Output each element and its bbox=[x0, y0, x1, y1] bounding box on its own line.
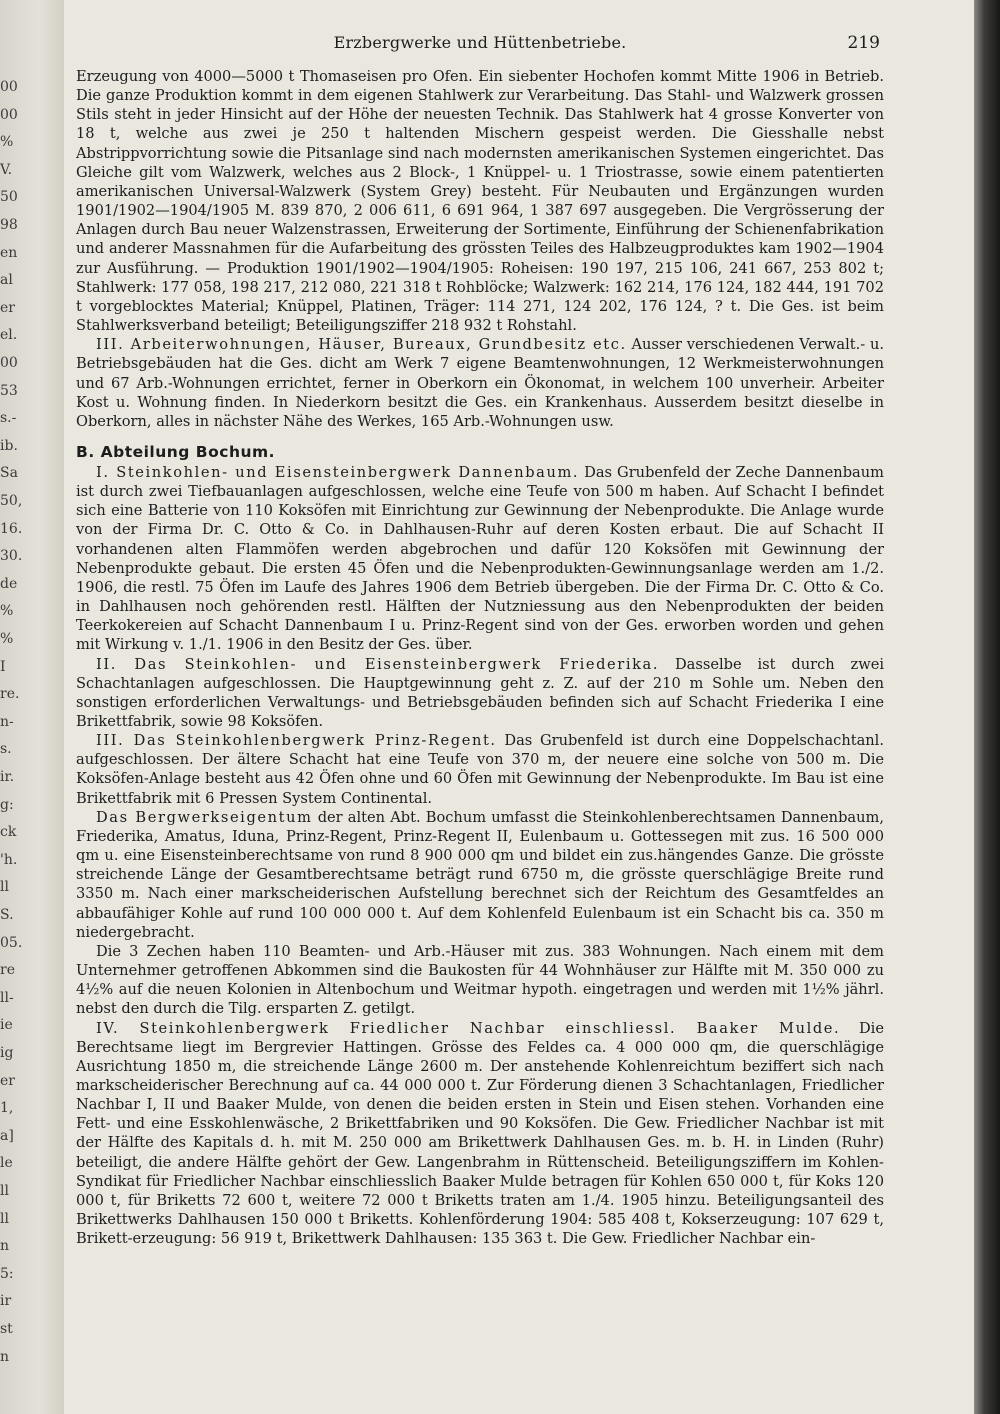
margin-fragment: le bbox=[0, 1155, 13, 1172]
paragraph-body: Ausser verschiedenen Verwalt.- u. Betriebsgebäuden hat die Ges. dicht am Werk 7 eigene Beamtenwohnungen, 12 Werkmeisterwohnungen und 67 Arb.-Wohnungen errichtet, ferner in Oberkorn ein Ökonomat, in welchem 100 unverheir. Arbeiter Kost u. Wohnung finden. In Niederkorn besitzt die Ges. ein Krankenhaus. Ausserdem besitzt dieselbe in Oberkorn, alles in nächster Nähe des Werkes, 165 Arb.-Wohnungen usw. bbox=[76, 336, 884, 430]
paragraph-dannenbaum bbox=[76, 463, 884, 655]
margin-fragment: en bbox=[0, 244, 18, 261]
margin-fragment: er bbox=[0, 1072, 15, 1089]
paragraph-zechen-wohnungen: Die 3 Zechen haben 110 Beamten- und Arb.-Häuser mit zus. 383 Wohnungen. Nach einem mit dem Unternehmer getroffenen Abkommen sind die Baukosten für 44 Wohnhäuser zur Hälfte mit M. 350 000 zu 4½% auf die neuen Kolonien in Altenbochum und Weitmar hypoth. eingetragen und werden mit 1½% jährl. nebst den durch die Tilg. ersparten Z. getilgt. bbox=[76, 942, 884, 1018]
paragraph-lead: I. Steinkohlen- und Eisensteinbergwerk Dannenbaum. bbox=[96, 463, 580, 481]
margin-fragment: 00 bbox=[0, 79, 18, 95]
margin-fragment: 30. bbox=[0, 548, 23, 565]
margin-fragment: V. bbox=[0, 161, 13, 178]
paragraph-body: Das Grubenfeld ist durch eine Doppelschachtanl. aufgeschlossen. Der ältere Schacht hat eine Teufe von 370 m, der neuere eine solche von 500 m. Die Koksöfen-Anlage besteht aus 42 Öfen ohne und 60 Öfen mit Gewinnung der Nebenprodukte. Im Bau ist eine Brikettfabrik mit 6 Pressen System Continental. bbox=[76, 732, 884, 807]
margin-fragment: ck bbox=[0, 824, 17, 841]
paragraph-body: der alten Abt. Bochum umfasst die Steinkohlenberechtsamen Dannenbaum, Friederika, Amatus, Iduna, Prinz-Regent, Prinz-Regent II, Eulenbaum u. Gottessegen mit zus. 16 500 000 qm u. eine Eisensteinberechtsame von rund 8 900 000 qm und bildet ein zus.hängendes Ganze. Die grösste streichende Länge der Gesamtberechtsame beträgt rund 6750 m, die grösste querschlägige Breite rund 3350 m. Nach einer markscheiderischen Aufstellung berechnet sich der Reichtum des Gesamtfeldes an abbaufähiger Kohle auf rund 100 000 000 t. Auf dem Kohlenfeld Eulenbaum ist ein Schacht bis ca. 350 m niedergebracht. bbox=[76, 808, 884, 941]
right-margin-shadow bbox=[974, 0, 1000, 1414]
paragraph-body: Die Berechtsame liegt im Bergrevier Hattingen. Grösse des Feldes ca. 4 000 000 qm, die querschlägige Ausrichtung 1850 m, die streichende Länge 2600 m. Der anstehende Kohlenreichtum beziffert sich nach markscheiderischer Berechnung auf ca. 44 000 000 t. Zur Förderung dienen 3 Schachtanlagen, Friedlicher Nachbar I, II und Baaker Mulde, von denen die beiden ersten in Stein und Eisen stehen. Vorhanden eine Fett- und eine Esskohlenwäsche, 2 Brikettfabriken und 90 Koksöfen. Die Gew. Friedlicher Nachbar ist mit der Hälfte des Kapitals d. h. mit M. 250 000 am Brikettwerk Dahlhausen Ges. m. b. H. in Linden (Ruhr) beteiligt, die andere Hälfte gehört der Gew. Langenbrahm in Rüttenscheid. Beteiligungsziffern im Kohlen-Syndikat für Friedlicher Nachbar einschliesslich Baaker Mulde betragen für Kohlen 650 000 t, für Koks 120 000 t, für Briketts 72 600 t, weitere 72 000 t Briketts traten am 1./4. 1905 hinzu. Beteiligungsanteil des Brikettwerks Dahlhausen 150 000 t Briketts. Kohlenförderung 1904: 585 408 t, Kokserzeugung: 107 629 t, Brikett-erzeugung: 56 919 t, Brikettwerk Dahlhausen: 135 363 t. Die Gew. Friedlicher Nachbar ein- bbox=[76, 1019, 884, 1248]
margin-fragment: % bbox=[0, 603, 14, 620]
margin-fragment: s.- bbox=[0, 410, 17, 427]
margin-fragment: 98 bbox=[0, 217, 18, 233]
margin-fragment: 53 bbox=[0, 382, 18, 399]
margin-fragment: n bbox=[0, 1238, 10, 1255]
margin-fragment: re bbox=[0, 962, 15, 979]
paragraph-lead: IV. Steinkohlenbergwerk Friedlicher Nachbar einschliessl. Baaker Mulde. bbox=[96, 1019, 841, 1037]
paragraph-friederika bbox=[76, 655, 884, 732]
margin-fragment: ie bbox=[0, 1017, 13, 1034]
margin-fragment: 05. bbox=[0, 934, 23, 951]
paragraph-lead: II. Das Steinkohlen- und Eisensteinbergwerk Friederika. bbox=[96, 655, 660, 673]
margin-fragment: 50, bbox=[0, 493, 23, 509]
margin-fragment: 00 bbox=[0, 355, 18, 371]
document-page bbox=[76, 0, 884, 1414]
paragraph-lead: Das Bergwerkseigentum bbox=[96, 808, 313, 826]
margin-fragment: 'h. bbox=[0, 851, 18, 868]
margin-fragment: n- bbox=[0, 713, 14, 730]
body-text bbox=[76, 67, 884, 1248]
paragraph-prinz-regent bbox=[76, 731, 884, 808]
paragraph-lead: III. Arbeiterwohnungen, Häuser, Bureaux, Grundbesitz etc. bbox=[96, 336, 627, 354]
margin-fragment: er bbox=[0, 299, 15, 316]
paragraph-friedlicher-nachbar bbox=[76, 1019, 884, 1249]
margin-fragment: a] bbox=[0, 1127, 14, 1144]
margin-fragment: ll bbox=[0, 1183, 9, 1199]
paragraph-bergwerkseigentum bbox=[76, 808, 884, 942]
paragraph-body: Dasselbe ist durch zwei Schachtanlagen aufgeschlossen. Die Hauptgewinnung geht z. Z. auf der 210 m Sohle um. Neben den sonstigen erforderlichen Verwaltungs- und Betriebsgebäuden befinden sich auf Schacht Friederika I eine Brikettfabrik, sowie 98 Koksöfen. bbox=[76, 655, 884, 730]
margin-fragment: ll bbox=[0, 879, 9, 896]
margin-fragment: Sa bbox=[0, 465, 18, 482]
section-heading-bochum: B. Abteilung Bochum. bbox=[76, 442, 276, 461]
margin-fragment: I bbox=[0, 658, 6, 675]
page-number: 219 bbox=[847, 33, 880, 53]
margin-fragment: 5: bbox=[0, 1265, 14, 1282]
left-margin-bleed bbox=[0, 0, 64, 1414]
running-header bbox=[76, 33, 884, 57]
running-title: Erzbergwerke und Hüttenbetriebe. bbox=[333, 33, 627, 52]
paragraph-body: Das Grubenfeld der Zeche Dannenbaum ist durch zwei Tiefbauanlagen aufgeschlossen, welche eine Teufe von 500 m haben. Auf Schacht I befindet sich eine Batterie von 110 Koksöfen mit Einrichtung zur Gewinnung der Nebenprodukte. Die Anlage wurde von der Firma Dr. C. Otto & Co. in Dahlhausen-Ruhr auf deren Kosten erbaut. Die auf Schacht II vorhandenen alten Flammöfen werden abgebrochen und dafür 120 Koksöfen mit Gewinnung der Nebenprodukte gebaut. Die ersten 45 Öfen und die Nebenprodukten-Gewinnungsanlage werden am 1./2. 1906, die restl. 75 Öfen im Laufe des Jahres 1906 dem Betrieb übergeben. Die der Firma Dr. C. Otto & Co. in Dahlhausen noch gehörenden restl. Hälften der Nutzniessung aus den Nebenprodukten der beiden Teerkokereien auf Schacht Dannenbaum I u. Prinz-Regent sind von der Ges. erworben worden und gehen mit Wirkung v. 1./1. 1906 in den Besitz der Ges. über. bbox=[76, 463, 884, 654]
margin-fragment: ll- bbox=[0, 989, 14, 1006]
margin-fragment: S. bbox=[0, 907, 14, 923]
paragraph-lead: III. Das Steinkohlenbergwerk Prinz-Regent. bbox=[96, 732, 497, 750]
paragraph-arbeiterwohnungen bbox=[76, 335, 884, 431]
margin-fragment: s. bbox=[0, 741, 12, 758]
margin-fragment: 1, bbox=[0, 1100, 14, 1117]
margin-fragment: st bbox=[0, 1321, 13, 1337]
margin-fragment: 00 bbox=[0, 106, 18, 123]
margin-fragment: de bbox=[0, 575, 18, 592]
margin-fragment: ir bbox=[0, 1293, 12, 1310]
paragraph-hochofen: Erzeugung von 4000—5000 t Thomaseisen pro Ofen. Ein siebenter Hochofen kommt Mitte 1906 in Betrieb. Die ganze Produktion kommt in dem eigenen Stahlwerk zur Verarbeitung. Das Stahl- und Walzwerk grossen Stils steht in jeder Hinsicht auf der Höhe der neuesten Technik. Das Stahlwerk hat 4 grosse Konverter von 18 t, welche aus zwei je 250 t haltenden Mischern gespeist werden. Die Giesshalle nebst Abstrippvorrichtung sowie die Pitsanlage sind nach modernsten amerikanischen Systemen eingerichtet. Das Gleiche gilt vom Walzwerk, welches aus 2 Block-, 1 Knüppel- u. 1 Triostrasse, sowie einem patentierten amerikanischen Universal-Walzwerk (System Grey) besteht. Für Neubauten und Ergänzungen wurden 1901/1902—1904/1905 M. 839 870, 2 006 611, 6 691 964, 1 387 697 ausgegeben. Die Vergrösserung der Anlagen durch Bau neuer Walzenstrassen, Erweiterung der Sortimente, Einführung der Schienenfabrikation und anderer Massnahmen für die Aufarbeitung des grössten Teiles des Halbzeugproduktes kam 1902—1904 zur Ausführung. — Produktion 1901/1902—1904/1905: Roheisen: 190 197, 215 106, 241 667, 253 802 t; Stahlwerk: 177 058, 198 217, 212 080, 221 318 t Rohblöcke; Walzwerk: 162 214, 176 124, 182 444, 191 702 t vorgeblocktes Material; Knüppel, Platinen, Träger: 114 271, 124 202, 176 124, ? t. Die Ges. ist beim Stahlwerksverband beteiligt; Beteiligungsziffer 218 932 t Rohstahl. bbox=[76, 68, 884, 335]
margin-fragment: 50 bbox=[0, 189, 18, 206]
margin-fragment: re. bbox=[0, 686, 20, 703]
margin-fragment: % bbox=[0, 134, 14, 151]
margin-fragment: n bbox=[0, 1348, 10, 1365]
margin-fragment: g: bbox=[0, 796, 14, 813]
margin-fragment: % bbox=[0, 631, 14, 647]
margin-fragment: ib. bbox=[0, 437, 18, 454]
margin-fragment: ll bbox=[0, 1210, 9, 1227]
margin-fragment: ir. bbox=[0, 769, 15, 785]
margin-fragment: el. bbox=[0, 327, 18, 344]
margin-fragment: 16. bbox=[0, 520, 23, 537]
margin-fragment: ig bbox=[0, 1045, 14, 1061]
margin-fragment: al bbox=[0, 272, 13, 289]
